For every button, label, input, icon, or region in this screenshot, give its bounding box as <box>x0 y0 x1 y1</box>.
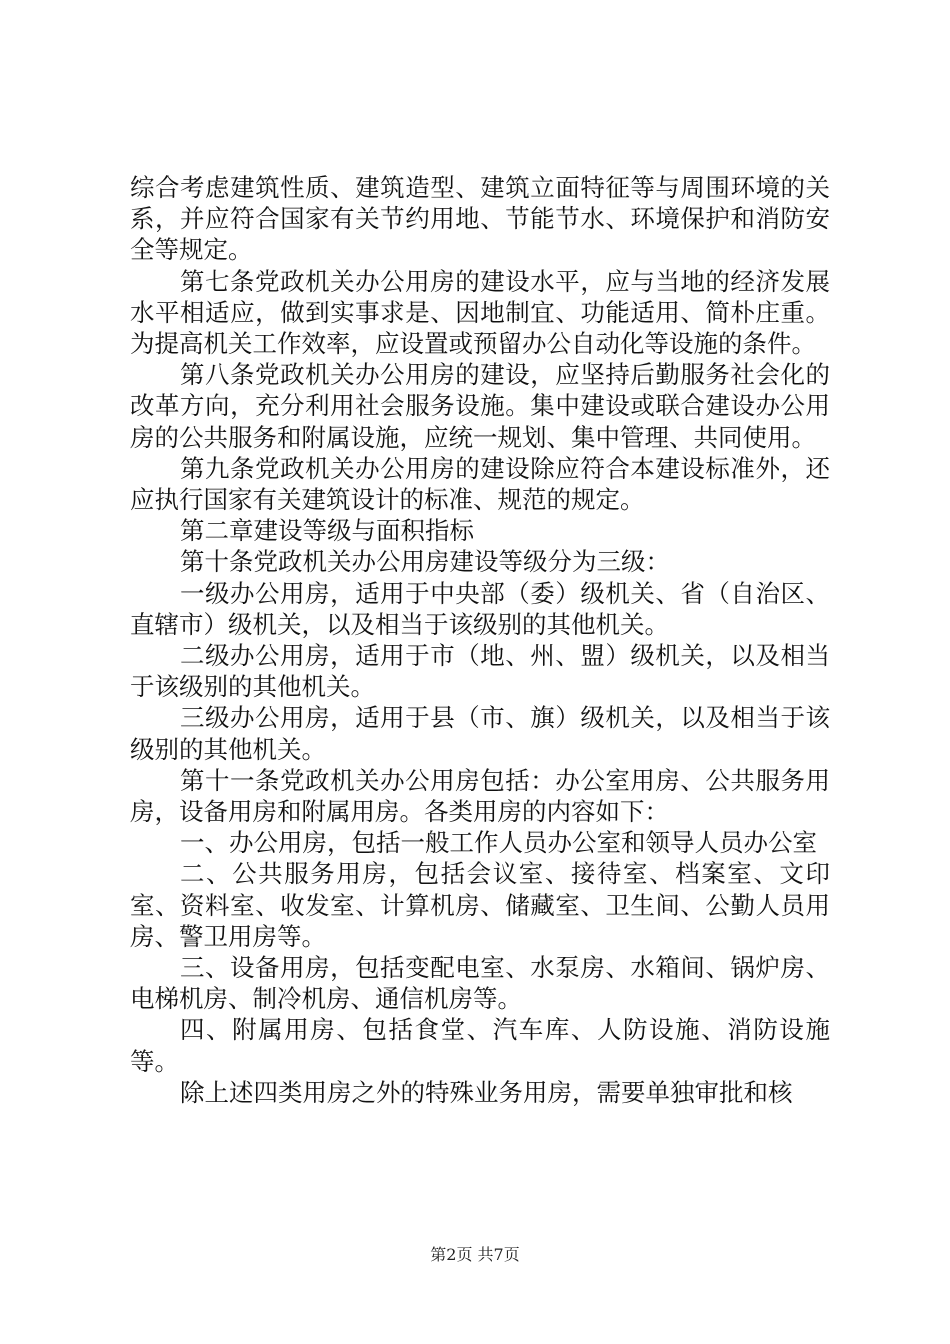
paragraph: 第十一条党政机关办公用房包括：办公室用房、公共服务用房，设备用房和附属用房。各类用房的内容如下： <box>130 765 830 827</box>
paragraph: 一、办公用房，包括一般工作人员办公室和领导人员办公室 <box>180 828 817 858</box>
paragraph: 第七条党政机关办公用房的建设水平，应与当地的经济发展水平相适应，做到实事求是、因地制宜、功能适用、简朴庄重。为提高机关工作效率，应设置或预留办公自动化等设施的条件。 <box>130 266 830 359</box>
paragraph: 一级办公用房，适用于中央部（委）级机关、省（自治区、直辖市）级机关，以及相当于该级别的其他机关。 <box>130 578 830 639</box>
paragraph: 除上述四类用房之外的特殊业务用房，需要单独审批和核 <box>180 1077 793 1107</box>
paragraph: 第十条党政机关办公用房建设等级分为三级： <box>180 547 670 577</box>
paragraph: 三、设备用房，包括变配电室、水泵房、水箱间、锅炉房、电梯机房、制冷机房、通信机房等。 <box>130 953 830 1014</box>
paragraph: 第八条党政机关办公用房的建设，应坚持后勤服务社会化的改革方向，充分利用社会服务设施。集中建设或联合建设办公用房的公共服务和附属设施，应统一规划、集中管理、共同使用。 <box>130 360 830 452</box>
paragraph: 四、附属用房、包括食堂、汽车库、人防设施、消防设施等。 <box>130 1015 830 1076</box>
document-body <box>130 172 830 1108</box>
paragraph: 二、公共服务用房，包括会议室、接待室、档案室、文印室、资料室、收发室、计算机房、储藏室、卫生间、公勤人员用房、警卫用房等。 <box>130 859 830 951</box>
paragraph: 二级办公用房，适用于市（地、州、盟）级机关，以及相当于该级别的其他机关。 <box>130 641 830 702</box>
paragraph: 三级办公用房，适用于县（市、旗）级机关，以及相当于该级别的其他机关。 <box>130 703 830 764</box>
paragraph: 综合考虑建筑性质、建筑造型、建筑立面特征等与周围环境的关系，并应符合国家有关节约用地、节能节水、环境保护和消防安全等规定。 <box>130 173 830 265</box>
page-number-footer: 第2页 共7页 <box>430 1245 520 1264</box>
paragraph: 第九条党政机关办公用房的建设除应符合本建设标准外，还应执行国家有关建筑设计的标准、规范的规定。 <box>130 453 830 515</box>
chapter-heading: 第二章建设等级与面积指标 <box>180 516 474 546</box>
